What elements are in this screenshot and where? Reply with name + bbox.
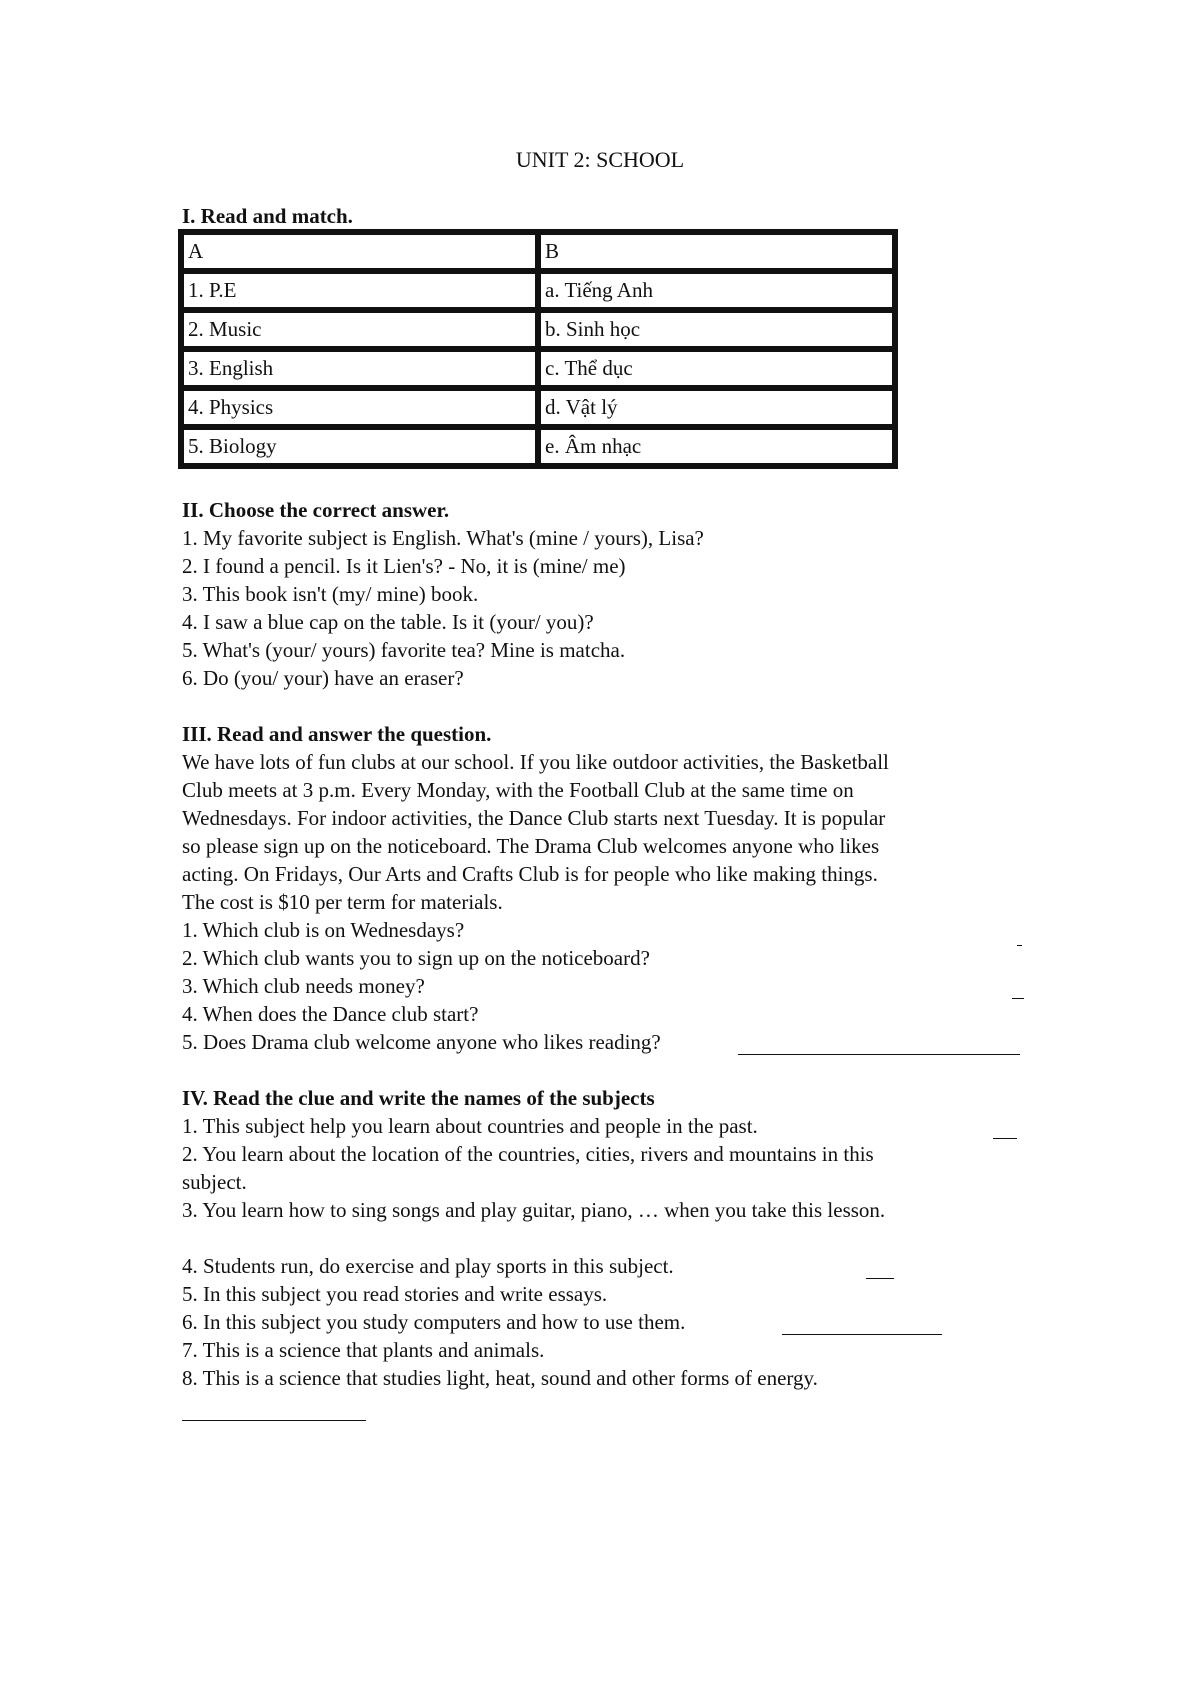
reading-question: 5. Does Drama club welcome anyone who likes reading? [182,1030,661,1054]
column-b-cell: b. Sinh học [538,310,895,349]
column-a-cell: 4. Physics [181,388,538,427]
section-3-heading: III. Read and answer the question. [182,722,492,746]
table-row [181,271,895,310]
column-a-cell: 1. P.E [181,271,538,310]
section-4-heading: IV. Read the clue and write the names of the subjects [182,1086,655,1110]
passage-line: acting. On Fridays, Our Arts and Crafts Club is for people who like making things. [182,862,878,886]
clue-item: 8. This is a science that studies light, heat, sound and other forms of energy. [182,1366,818,1390]
section-1-heading: I. Read and match. [182,204,353,228]
table-row [181,427,895,466]
column-a-cell: 3. English [181,349,538,388]
answer-blank [1017,945,1022,946]
section-2-heading: II. Choose the correct answer. [182,498,450,522]
clue-item: 1. This subject help you learn about countries and people in the past. [182,1114,758,1138]
page-title: UNIT 2: SCHOOL [515,147,685,172]
clue-item: 7. This is a science that plants and animals. [182,1338,545,1362]
table-row [181,388,895,427]
choice-question: 3. This book isn't (my/ mine) book. [182,582,479,606]
column-a-cell: 2. Music [181,310,538,349]
clue-item: 4. Students run, do exercise and play sports in this subject. [182,1254,674,1278]
answer-blank [1012,998,1024,999]
passage-line: We have lots of fun clubs at our school. If you like outdoor activities, the Basketball [182,750,889,774]
answer-blank [782,1334,942,1335]
choice-question: 5. What's (your/ yours) favorite tea? Mine is matcha. [182,638,626,662]
clue-item: 5. In this subject you read stories and write essays. [182,1282,608,1306]
passage-line: The cost is $10 per term for materials. [182,890,503,914]
choice-question: 2. I found a pencil. Is it Lien's? - No, it is (mine/ me) [182,554,626,578]
choice-question: 4. I saw a blue cap on the table. Is it (your/ you)? [182,610,594,634]
column-b-cell: a. Tiếng Anh [538,271,895,310]
table-header-row [181,232,895,271]
clue-item: 6. In this subject you study computers and how to use them. [182,1310,686,1334]
clue-item: 3. You learn how to sing songs and play guitar, piano, … when you take this lesson. [182,1198,886,1222]
passage-line: so please sign up on the noticeboard. The Drama Club welcomes anyone who likes [182,834,880,858]
column-b-cell: e. Âm nhạc [538,427,895,466]
match-table [178,229,898,469]
choice-question: 6. Do (you/ your) have an eraser? [182,666,464,690]
column-a-cell: 5. Biology [181,427,538,466]
reading-question: 3. Which club needs money? [182,974,425,998]
choice-question: 1. My favorite subject is English. What's (mine / yours), Lisa? [182,526,704,550]
answer-blank [993,1138,1017,1139]
column-b-header: B [538,232,895,271]
passage-line: Wednesdays. For indoor activities, the Dance Club starts next Tuesday. It is popular [182,806,886,830]
column-b-cell: d. Vật lý [538,388,895,427]
clue-item: 2. You learn about the location of the countries, cities, rivers and mountains in this [182,1142,874,1166]
answer-blank [182,1420,366,1421]
column-b-cell: c. Thể dục [538,349,895,388]
table-row [181,310,895,349]
reading-question: 4. When does the Dance club start? [182,1002,479,1026]
answer-blank [866,1278,894,1279]
reading-question: 1. Which club is on Wednesdays? [182,918,465,942]
reading-question: 2. Which club wants you to sign up on the noticeboard? [182,946,650,970]
clue-item: subject. [182,1170,247,1194]
column-a-header: A [181,232,538,271]
answer-blank [738,1054,1020,1055]
passage-line: Club meets at 3 p.m. Every Monday, with the Football Club at the same time on [182,778,854,802]
table-row [181,349,895,388]
